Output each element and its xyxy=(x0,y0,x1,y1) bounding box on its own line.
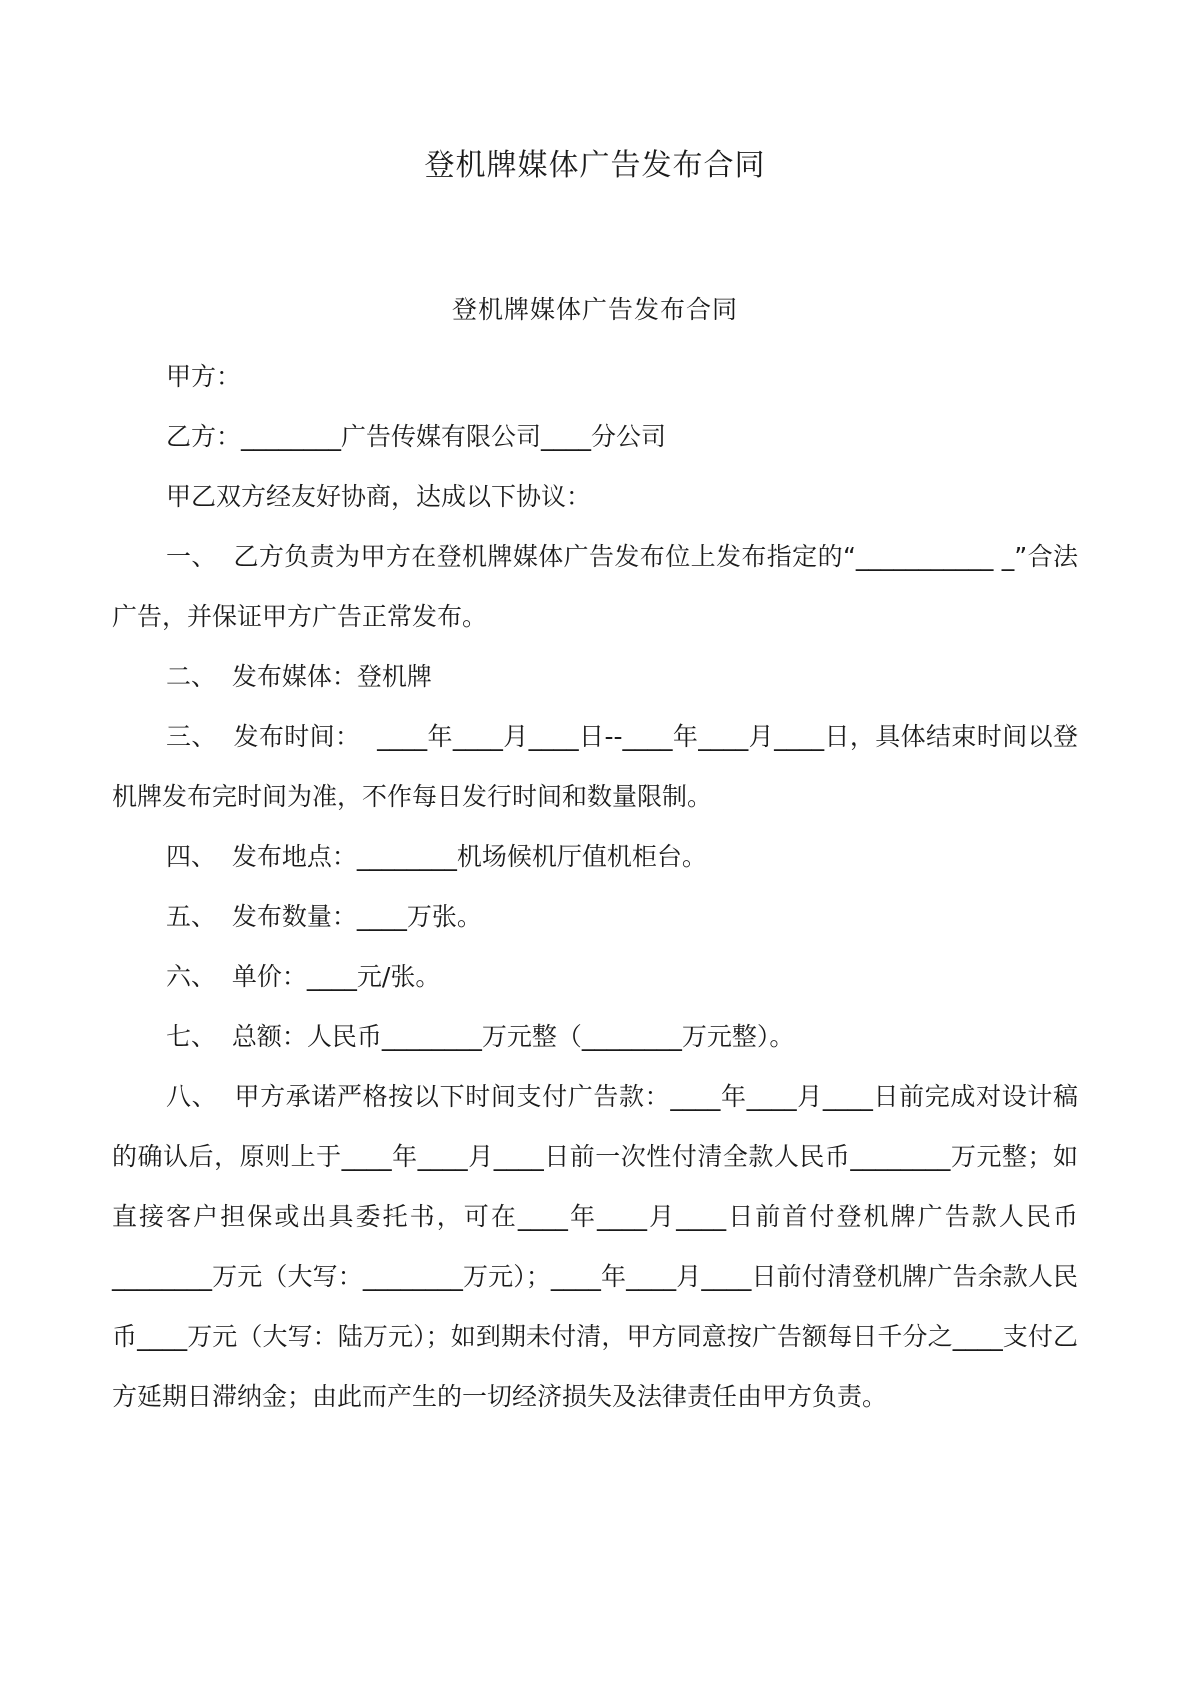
document-subtitle: 登机牌媒体广告发布合同 xyxy=(451,295,738,324)
clause-8: 八、 甲方承诺严格按以下时间支付广告款：____年____月____日前完成对设计稿的确认后，原则上于____年____月____日前一次性付清全款人民币________万元整；如直接客户担保或出具委托书，可在____年____月____日前首付登机牌广告款人民币________万元（大写：________万元）；____年____月____日前付清登机牌广告余款人民币____万元（大写：陆万元）；如到期未付清，甲方同意按广告额每日千分之____支付乙方延期日滞纳金；由此而产生的一切经济损失及法律责任由甲方负责。 xyxy=(112,1082,1078,1411)
clause-3: 三、 发布时间： ____年____月____日--____年____月____日，具体结束时间以登机牌发布完时间为准，不作每日发行时间和数量限制。 xyxy=(112,722,1078,811)
clause-6: 六、 单价：____元/张。 xyxy=(166,962,441,991)
clause-2: 二、 发布媒体：登机牌 xyxy=(166,662,432,691)
clause-7: 七、 总额：人民币________万元整（________万元整）。 xyxy=(166,1022,795,1051)
agreement-intro: 甲乙双方经友好协商，达成以下协议： xyxy=(166,482,592,511)
party-b-line: 乙方：________广告传媒有限公司____分公司 xyxy=(166,422,667,451)
party-a-line: 甲方： xyxy=(166,362,242,391)
clause-1: 一、 乙方负责为甲方在登机牌媒体广告发布位上发布指定的“___________ _”合法广告，并保证甲方广告正常发布。 xyxy=(112,542,1078,631)
clause-4: 四、 发布地点：________机场候机厅值机柜台。 xyxy=(166,842,707,871)
document-title: 登机牌媒体广告发布合同 xyxy=(424,148,766,183)
clause-5: 五、 发布数量：____万张。 xyxy=(166,902,482,931)
contract-body xyxy=(112,347,1078,1427)
